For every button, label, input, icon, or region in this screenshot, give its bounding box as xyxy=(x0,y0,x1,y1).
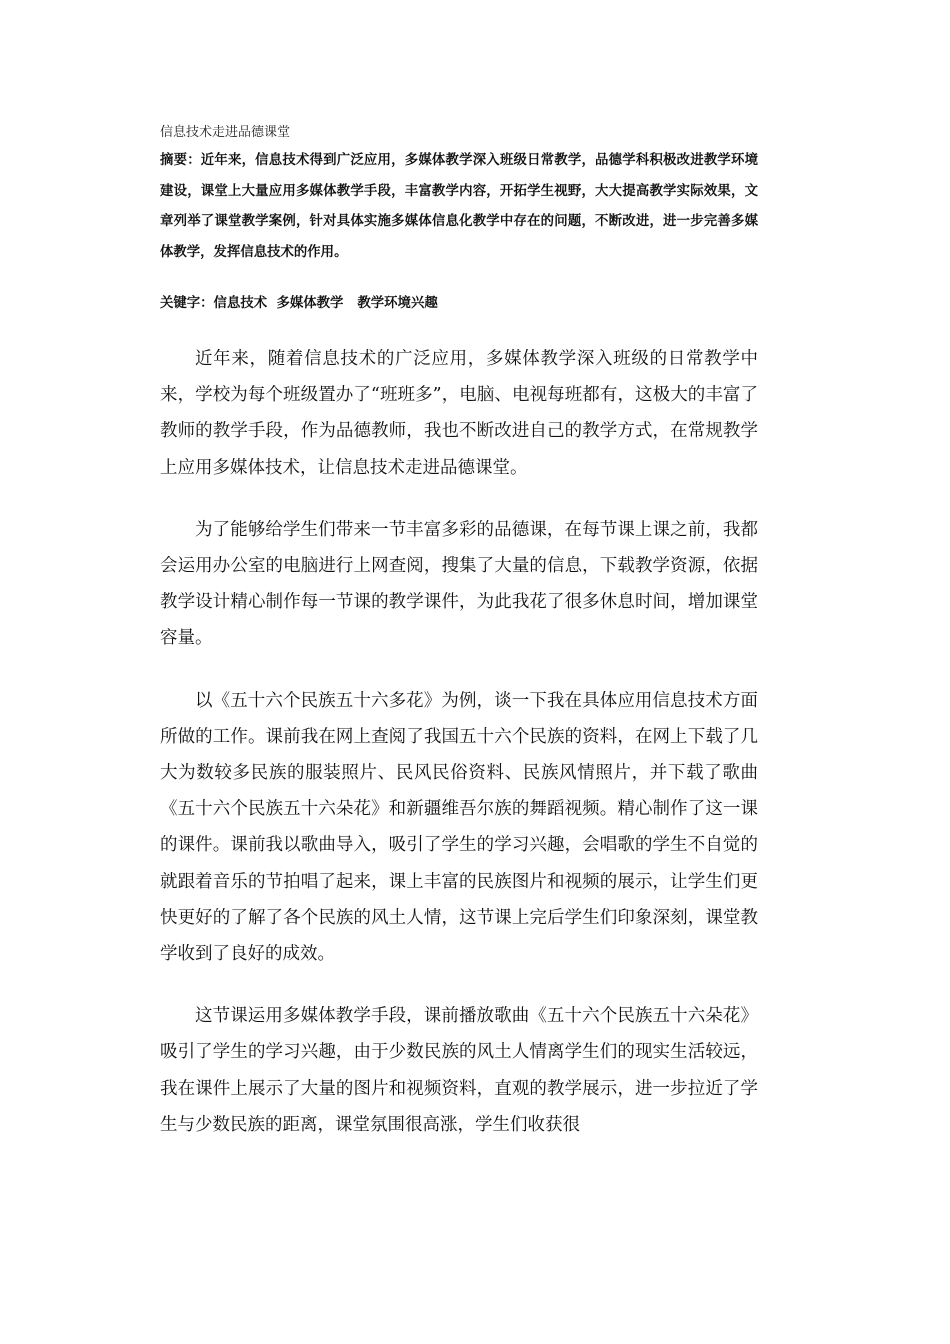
document-page xyxy=(160,123,758,1143)
body-paragraph-1: 近年来，随着信息技术的广泛应用，多媒体教学深入班级的日常教学中来，学校为每个班级置办了“班班多”，电脑、电视每班都有，这极大的丰富了教师的教学手段，作为品德教师，我也不断改进自己的教学方式，在常规教学上应用多媒体技术，让信息技术走进品德课堂。 xyxy=(160,349,758,478)
body-paragraph-2: 为了能够给学生们带来一节丰富多彩的品德课，在每节课上课之前，我都会运用办公室的电脑进行上网查阅，搜集了大量的信息，下载教学资源，依据教学设计精心制作每一节课的教学课件，为此我花了很多休息时间，增加课堂容量。 xyxy=(160,519,758,649)
body-paragraph-4: 这节课运用多媒体教学手段，课前播放歌曲《五十六个民族五十六朵花》吸引了学生的学习兴趣，由于少数民族的风土人情离学生们的现实生活较远，我在课件上展示了大量的图片和视频资料，直观的教学展示，进一步拉近了学生与少数民族的距离，课堂氛围很高涨，学生们收获很 xyxy=(160,1006,758,1135)
body-paragraph-3: 以《五十六个民族五十六多花》为例，谈一下我在具体应用信息技术方面所做的工作。课前我在网上查阅了我国五十六个民族的资料，在网上下载了几大为数较多民族的服装照片、民风民俗资料、民族风情照片，并下载了歌曲《五十六个民族五十六朵花》和新疆维吾尔族的舞蹈视频。精心制作了这一课的课件。课前我以歌曲导入，吸引了学生的学习兴趣，会唱歌的学生不自觉的就跟着音乐的节拍唱了起来，课上丰富的民族图片和视频的展示，让学生们更快更好的了解了各个民族的风土人情，这节课上完后学生们印象深刻，课堂教学收到了良好的成效。 xyxy=(160,690,758,965)
keywords-line: 关键字：信息技术 多媒体教学 教学环境兴趣 xyxy=(160,296,438,311)
abstract-text: 摘要：近年来，信息技术得到广泛应用，多媒体教学深入班级日常教学，品德学科积极改进教学环境建设，课堂上大量应用多媒体教学手段，丰富教学内容，开拓学生视野，大大提高教学实际效果，文章列举了课堂教学案例，针对具体实施多媒体信息化教学中存在的问题，不断改进，进一步完善多媒体教学，发挥信息技术的作用。 xyxy=(160,153,758,260)
document-title: 信息技术走进品德课堂 xyxy=(160,125,291,140)
